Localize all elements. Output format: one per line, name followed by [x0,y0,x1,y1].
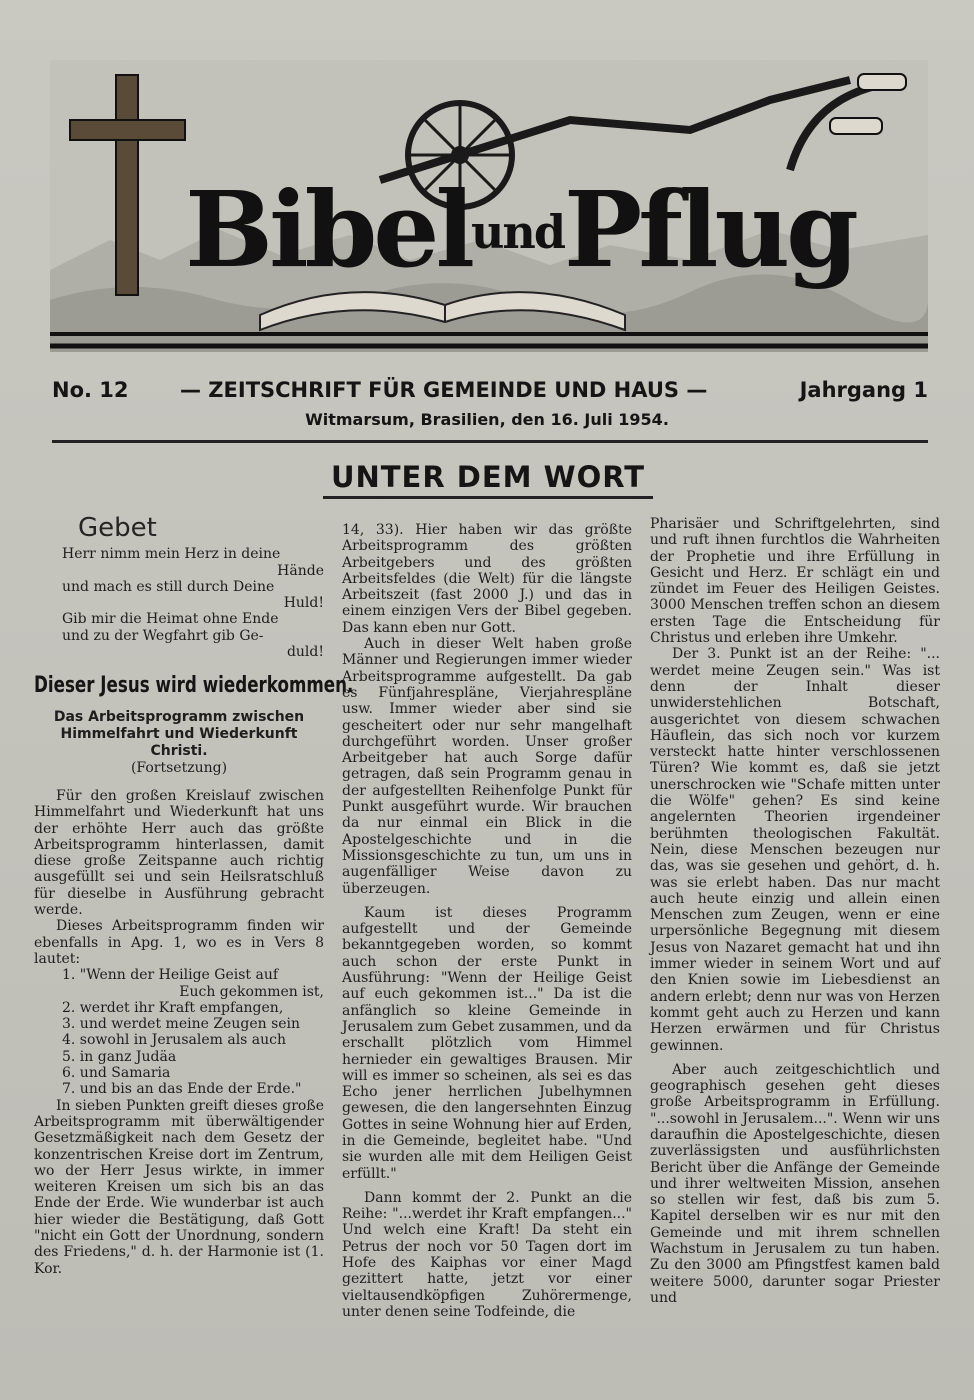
poem-line: und zu der Wegfahrt gib Ge- [62,627,264,644]
masthead-title [140,168,900,291]
poem-line: und mach es still durch Deine [62,578,275,595]
masthead-title-main: Bibel [185,168,471,291]
poem-line: Huld! [283,595,324,612]
publication-subtitle: — ZEITSCHRIFT FÜR GEMEINDE UND HAUS — [180,378,708,402]
article-title: Dieser Jesus wird wiederkommen. [34,673,354,699]
masthead-title-small: und [470,205,565,259]
poem-line: Hände [277,562,324,579]
paragraph: Der 3. Punkt ist an der Reihe: "... werdet meine Zeugen sein." Was ist denn der Inhalt dieser unwiderstehlichen Botschaft, ausgerichtet von diesem schwachen Häuflein, das sich noch vor kurzem versteckt hatte hinter verschlossenen Türen? Wie kommt es, daß sie jetzt unerschrocken wie "Schafe mitten unter die Wölfe" gehen? Es sind keine angelernten Theorien irgendeiner berühmten theologischen Fakultät. Nein, diese Menschen bezeugen nur das, was sie gesehen und gehört, d. h. was sie erlebt haben. Das nur macht auch heute einzig und allein einen Menschen zum Zeugen, wenn er eine urpersönliche Begegnung mit diesem Jesus von Nazaret gemacht hat und ihn immer wieder in seinem Wort und auf den Knien sowie im Liebesdienst an andern erlebt; denn nur was von Herzen kommt geht auch zu Herzen und kann Herzen erwärmen und für Christus gewinnen. [650,646,940,1054]
paragraph: 14, 33). Hier haben wir das größte Arbeitsprogramm des größten Arbeitgebers und des größten Arbeitsfeldes (die Welt) für die längste Arbeitszeit (fast 2000 J.) und das in einem einzigen Vers der Bibel gegeben. Das kann eben nur Gott. [342,522,632,636]
paragraph: Für den großen Kreislauf zwischen Himmelfahrt und Wiederkunft hat uns der erhöhte Herr auch das größte Arbeitsprogramm hinterlassen, damit diese große Zeitspanne auch richtig ausgefüllt sei und sein Heilsratschluß für dieselbe in Ausführung gebracht werde. [34,787,324,919]
list-item: 2. werdet ihr Kraft empfangen, [62,999,284,1016]
column-3 [650,516,940,1306]
column-2 [342,522,632,1320]
section-title-rule [323,496,653,499]
article-subtitle: Das Arbeitsprogramm zwischen Himmelfahrt und Wiederkunft Christi. [53,708,305,759]
paragraph: Aber auch zeitgeschichtlich und geographisch gesehen geht dieses große Arbeitsprogramm in Erfüllung. "...sowohl in Jerusalem...". Wenn wir uns daraufhin die Apostelgeschichte, diesen zuverlässigsten und ausführlichsten Bericht über die Anfänge der Gemeinde und ihrer weltweiten Mission, ansehen so stellen wir fest, daß bis zum 5. Kapitel derselben wir es nur mit den Gemeinde und mit ihrem schnellen Wachstum in Jerusalem zu tun haben. Zu den 3000 am Pfingstfest kamen bald weitere 5000, darunter sogar Priester und [650,1061,940,1306]
paragraph: Kaum ist dieses Programm aufgestellt und der Gemeinde bekanntgegeben worden, so kommt auch schon der erste Punkt in Ausführung: "Wenn der Heilige Geist auf euch gekommen ist..." Da ist die anfänglich so kleine Gemeinde in Jerusalem zum Gebet zusammen, und da erschallt plötzlich vom Himmel hernieder ein gewaltiges Brausen. Mir will es immer so scheinen, als sei es das Echo jener herrlichen Jubelhymnen gewesen, die den langersehnten Einzug Gottes in seine Wohnung hier auf Erden, in die Gemeinde, begleitet habe. "Und sie wurden alle mit dem Heiligen Geist erfüllt." [342,904,632,1182]
list-item: 1. "Wenn der Heilige Geist auf [62,967,279,984]
list-item: 5. in ganz Judäa [62,1048,177,1065]
paragraph: In sieben Punkten greift dieses große Arbeitsprogramm mit überwältigender Gesetzmäßigkeit nach dem Gesetz der konzentrischen Kreise dort im Zentrum, wo der Herr Jesus wirkte, in immer weiteren Kreisen um sich bis an das Ende der Erde. Wie wunderbar ist auch hier wieder die Bestätigung, daß Gott "nicht ein Gott der Unordnung, sondern des Friedens," d. h. der Harmonie ist (1. Kor. [34,1097,324,1277]
program-list [62,967,324,1097]
paragraph: Pharisäer und Schriftgelehrten, sind und ruft ihnen furchtlos die Wahrheiten der Prophetie und ihre Erfüllung in Gesicht und Herz. Er schlägt ein und zündet im Feuer des Heiligen Geistes. 3000 Menschen treffen schon an diesem ersten Tage die Entscheidung für Christus und erleben ihre Umkehr. [650,516,940,647]
masthead-title-end: Pflug [564,168,855,291]
header-rule [52,440,928,443]
list-item: 6. und Samaria [62,1065,171,1082]
continued-note: (Fortsetzung) [130,759,228,776]
section-title: UNTER DEM WORT [330,460,646,494]
paragraph: Auch in dieser Welt haben große Männer und Regierungen immer wieder Arbeitsprogramme aufgestellt. Da gab es Fünfjahrespläne, Vierjahrespläne usw. Immer wieder aber sind sie gescheitert oder nur sehr mangelhaft durchgeführt worden. Unser großer Arbeitgeber hat auch Sorge dafür getragen, daß sein Programm genau in der aufgestellten Reihenfolge Punkt für Punkt ausgeführt wurde. Wir brauchen da nur einmal ein Blick in die Apostelgeschichte und in die Missionsgeschichte zu tun, um uns in augenfälliger Weise davon zu überzeugen. [342,636,632,897]
poem-line: duld! [286,644,324,661]
poem-line: Gib mir die Heimat ohne Ende [62,611,279,628]
list-item: 3. und werdet meine Zeugen sein [62,1016,301,1033]
list-item: Euch gekommen ist, [179,983,324,1000]
poem-title: Gebet [78,513,157,543]
list-item: 4. sowohl in Jerusalem als auch [62,1032,287,1049]
list-item: 7. und bis an das Ende der Erde." [62,1081,302,1098]
masthead [50,60,928,352]
column-1 [34,513,354,1277]
poem [62,546,324,660]
volume-label: Jahrgang 1 [799,378,928,402]
dateline: Witmarsum, Brasilien, den 16. Juli 1954. [305,410,669,429]
paragraph: Dieses Arbeitsprogramm finden wir ebenfalls in Apg. 1, wo es in Vers 8 lautet: [34,918,324,967]
paragraph: Dann kommt der 2. Punkt an die Reihe: "...werdet ihr Kraft empfangen..." Und welch eine Kraft! Da steht ein Petrus der noch vor 50 Tagen dort im Hofe des Kaiphas vor einer Magd gezittert hatte, jetzt vor einer vieltausendköpfigen Zuhörermenge, unter denen seine Todfeinde, die [342,1189,632,1320]
issue-number: No. 12 [52,378,129,402]
poem-line: Herr nimm mein Herz in deine [62,546,281,563]
